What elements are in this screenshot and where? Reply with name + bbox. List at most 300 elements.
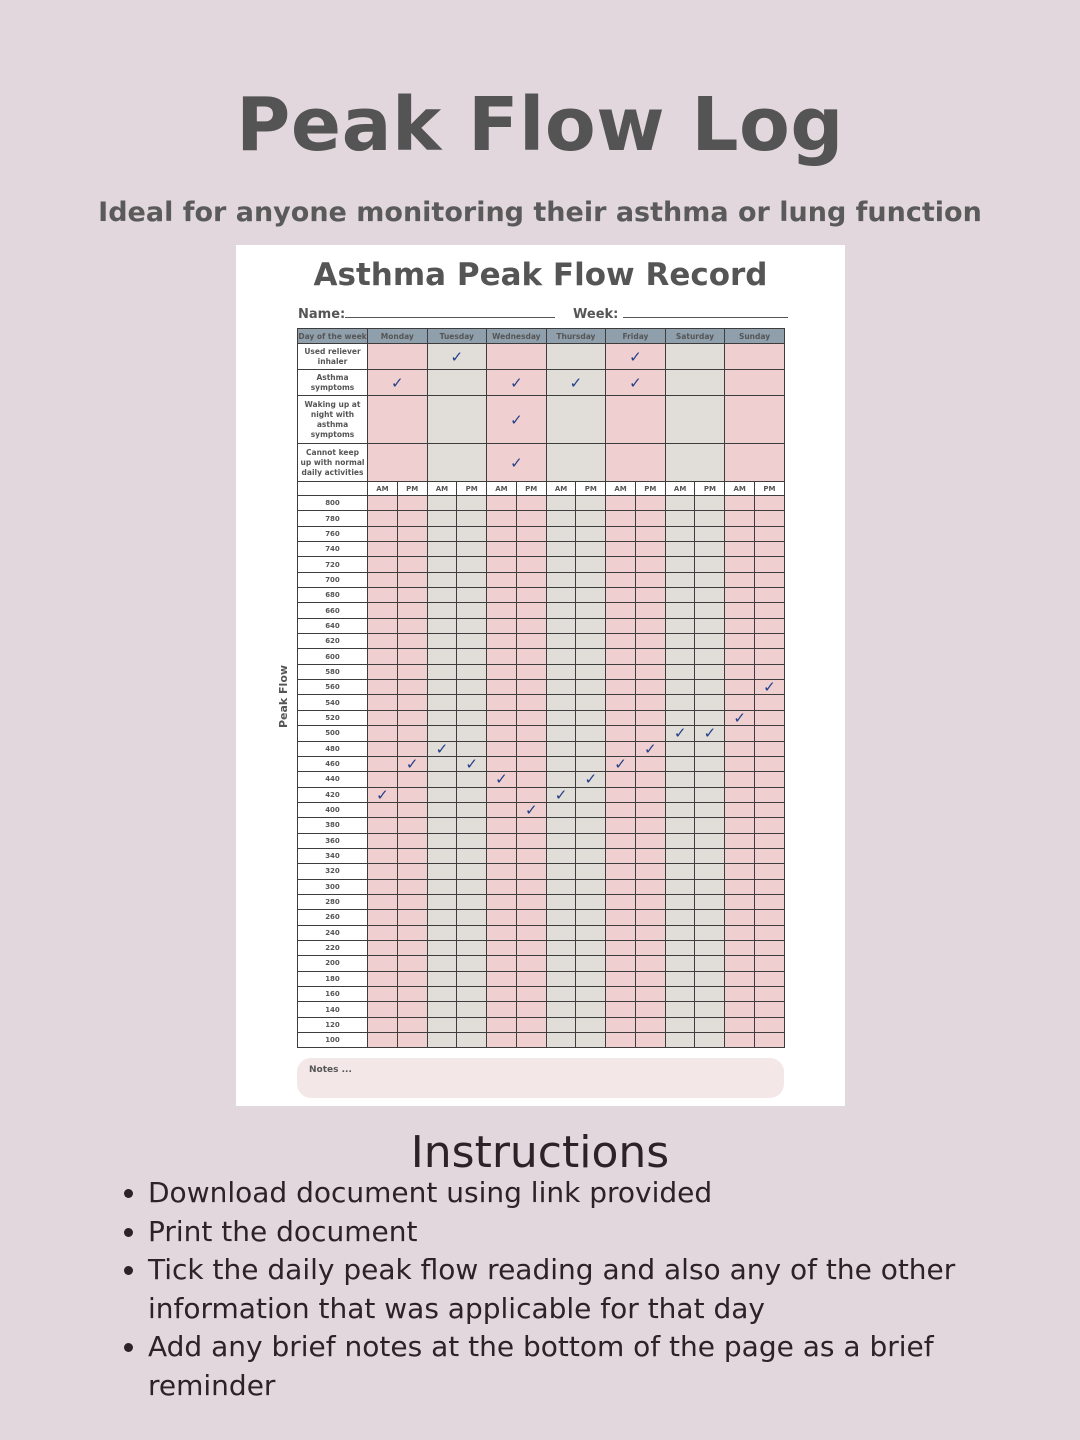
reading-cell[interactable] <box>635 864 665 879</box>
reading-cell[interactable] <box>397 634 427 649</box>
reading-cell[interactable] <box>368 956 398 971</box>
reading-cell[interactable] <box>397 940 427 955</box>
reading-cell[interactable] <box>427 695 457 710</box>
reading-cell[interactable] <box>487 680 517 695</box>
reading-cell[interactable] <box>725 1002 755 1017</box>
reading-cell[interactable] <box>457 772 487 787</box>
reading-cell[interactable] <box>487 741 517 756</box>
reading-cell[interactable] <box>695 1033 725 1048</box>
reading-cell[interactable] <box>516 741 546 756</box>
reading-cell[interactable] <box>576 925 606 940</box>
reading-cell[interactable] <box>606 649 636 664</box>
reading-cell[interactable] <box>516 894 546 909</box>
reading-cell[interactable] <box>487 618 517 633</box>
reading-cell[interactable] <box>516 987 546 1002</box>
reading-cell[interactable] <box>368 756 398 771</box>
reading-cell[interactable] <box>368 894 398 909</box>
reading-cell[interactable] <box>576 618 606 633</box>
reading-cell[interactable] <box>397 511 427 526</box>
reading-cell[interactable] <box>368 496 398 511</box>
reading-cell[interactable] <box>725 802 755 817</box>
reading-cell[interactable] <box>487 1017 517 1032</box>
reading-cell[interactable] <box>427 940 457 955</box>
reading-cell[interactable] <box>635 802 665 817</box>
reading-cell[interactable] <box>755 1033 785 1048</box>
reading-cell[interactable] <box>546 1017 576 1032</box>
reading-cell[interactable] <box>516 864 546 879</box>
reading-cell[interactable] <box>606 695 636 710</box>
reading-cell[interactable] <box>665 802 695 817</box>
reading-cell[interactable] <box>368 833 398 848</box>
reading-cell[interactable] <box>695 557 725 572</box>
reading-cell[interactable] <box>546 741 576 756</box>
reading-cell[interactable] <box>427 833 457 848</box>
reading-cell[interactable] <box>368 618 398 633</box>
reading-cell[interactable] <box>368 1002 398 1017</box>
reading-cell[interactable] <box>487 726 517 741</box>
reading-cell[interactable] <box>516 787 546 802</box>
reading-cell[interactable] <box>368 634 398 649</box>
reading-cell[interactable] <box>397 756 427 771</box>
reading-cell[interactable] <box>606 741 636 756</box>
reading-cell[interactable] <box>635 772 665 787</box>
reading-cell[interactable] <box>635 542 665 557</box>
reading-cell[interactable] <box>665 864 695 879</box>
reading-cell[interactable] <box>487 802 517 817</box>
reading-cell[interactable] <box>695 818 725 833</box>
reading-cell[interactable] <box>635 971 665 986</box>
reading-cell[interactable] <box>635 741 665 756</box>
reading-cell[interactable] <box>755 511 785 526</box>
reading-cell[interactable] <box>427 588 457 603</box>
reading-cell[interactable] <box>516 618 546 633</box>
reading-cell[interactable] <box>755 588 785 603</box>
reading-cell[interactable] <box>576 1002 606 1017</box>
reading-cell[interactable] <box>576 894 606 909</box>
reading-cell[interactable] <box>397 772 427 787</box>
reading-cell[interactable] <box>576 741 606 756</box>
reading-cell[interactable] <box>427 496 457 511</box>
reading-cell[interactable] <box>755 971 785 986</box>
reading-cell[interactable] <box>397 802 427 817</box>
reading-cell[interactable] <box>695 987 725 1002</box>
reading-cell[interactable] <box>546 940 576 955</box>
reading-cell[interactable] <box>635 634 665 649</box>
reading-cell[interactable] <box>397 710 427 725</box>
reading-cell[interactable] <box>665 772 695 787</box>
reading-cell[interactable] <box>725 818 755 833</box>
reading-cell[interactable] <box>487 756 517 771</box>
reading-cell[interactable] <box>427 987 457 1002</box>
reading-cell[interactable] <box>635 1002 665 1017</box>
reading-cell[interactable] <box>635 680 665 695</box>
reading-cell[interactable] <box>576 695 606 710</box>
reading-cell[interactable] <box>755 833 785 848</box>
reading-cell[interactable] <box>368 526 398 541</box>
reading-cell[interactable] <box>576 756 606 771</box>
reading-cell[interactable] <box>665 618 695 633</box>
reading-cell[interactable] <box>695 802 725 817</box>
category-cell[interactable] <box>368 444 428 482</box>
reading-cell[interactable] <box>516 526 546 541</box>
reading-cell[interactable] <box>457 511 487 526</box>
reading-cell[interactable] <box>546 557 576 572</box>
reading-cell[interactable] <box>665 910 695 925</box>
reading-cell[interactable] <box>755 864 785 879</box>
reading-cell[interactable] <box>457 802 487 817</box>
reading-cell[interactable] <box>546 894 576 909</box>
reading-cell[interactable] <box>755 603 785 618</box>
reading-cell[interactable] <box>397 894 427 909</box>
reading-cell[interactable] <box>487 496 517 511</box>
reading-cell[interactable] <box>546 925 576 940</box>
category-cell[interactable] <box>546 396 606 444</box>
reading-cell[interactable] <box>487 649 517 664</box>
reading-cell[interactable] <box>516 695 546 710</box>
reading-cell[interactable] <box>606 787 636 802</box>
reading-cell[interactable] <box>695 603 725 618</box>
reading-cell[interactable] <box>487 695 517 710</box>
reading-cell[interactable] <box>487 634 517 649</box>
reading-cell[interactable] <box>725 695 755 710</box>
reading-cell[interactable] <box>516 634 546 649</box>
reading-cell[interactable] <box>725 603 755 618</box>
reading-cell[interactable] <box>516 1017 546 1032</box>
reading-cell[interactable] <box>665 848 695 863</box>
reading-cell[interactable] <box>695 741 725 756</box>
reading-cell[interactable] <box>546 634 576 649</box>
reading-cell[interactable] <box>635 1017 665 1032</box>
reading-cell[interactable] <box>427 649 457 664</box>
reading-cell[interactable] <box>695 588 725 603</box>
reading-cell[interactable] <box>755 710 785 725</box>
reading-cell[interactable] <box>427 971 457 986</box>
reading-cell[interactable] <box>368 910 398 925</box>
reading-cell[interactable] <box>635 572 665 587</box>
reading-cell[interactable] <box>546 802 576 817</box>
reading-cell[interactable] <box>635 726 665 741</box>
reading-cell[interactable] <box>427 1017 457 1032</box>
reading-cell[interactable] <box>606 772 636 787</box>
reading-cell[interactable] <box>487 848 517 863</box>
reading-cell[interactable] <box>546 526 576 541</box>
reading-cell[interactable] <box>606 710 636 725</box>
reading-cell[interactable] <box>546 680 576 695</box>
reading-cell[interactable] <box>397 1033 427 1048</box>
reading-cell[interactable] <box>457 710 487 725</box>
reading-cell[interactable] <box>487 664 517 679</box>
reading-cell[interactable] <box>665 603 695 618</box>
reading-cell[interactable] <box>695 1017 725 1032</box>
reading-cell[interactable] <box>397 1017 427 1032</box>
reading-cell[interactable] <box>576 1033 606 1048</box>
reading-cell[interactable] <box>695 894 725 909</box>
reading-cell[interactable] <box>665 588 695 603</box>
reading-cell[interactable] <box>576 940 606 955</box>
reading-cell[interactable] <box>516 956 546 971</box>
reading-cell[interactable] <box>457 848 487 863</box>
reading-cell[interactable] <box>457 664 487 679</box>
reading-cell[interactable] <box>695 940 725 955</box>
reading-cell[interactable] <box>725 572 755 587</box>
reading-cell[interactable] <box>457 1017 487 1032</box>
reading-cell[interactable] <box>487 572 517 587</box>
reading-cell[interactable] <box>576 726 606 741</box>
reading-cell[interactable] <box>606 971 636 986</box>
reading-cell[interactable] <box>576 511 606 526</box>
reading-cell[interactable] <box>755 618 785 633</box>
reading-cell[interactable] <box>397 910 427 925</box>
reading-cell[interactable] <box>665 572 695 587</box>
reading-cell[interactable] <box>695 496 725 511</box>
reading-cell[interactable] <box>576 634 606 649</box>
reading-cell[interactable] <box>457 864 487 879</box>
reading-cell[interactable] <box>516 818 546 833</box>
reading-cell[interactable] <box>635 603 665 618</box>
reading-cell[interactable] <box>368 726 398 741</box>
reading-cell[interactable] <box>755 557 785 572</box>
reading-cell[interactable] <box>635 818 665 833</box>
reading-cell[interactable] <box>755 680 785 695</box>
reading-cell[interactable] <box>576 496 606 511</box>
reading-cell[interactable] <box>576 680 606 695</box>
reading-cell[interactable] <box>635 664 665 679</box>
reading-cell[interactable] <box>606 864 636 879</box>
reading-cell[interactable] <box>755 848 785 863</box>
reading-cell[interactable] <box>397 695 427 710</box>
reading-cell[interactable] <box>606 542 636 557</box>
reading-cell[interactable] <box>606 910 636 925</box>
reading-cell[interactable] <box>397 987 427 1002</box>
reading-cell[interactable] <box>755 741 785 756</box>
reading-cell[interactable] <box>368 1033 398 1048</box>
reading-cell[interactable] <box>606 664 636 679</box>
category-cell[interactable] <box>606 370 666 396</box>
reading-cell[interactable] <box>546 664 576 679</box>
reading-cell[interactable] <box>368 680 398 695</box>
reading-cell[interactable] <box>606 802 636 817</box>
reading-cell[interactable] <box>695 542 725 557</box>
reading-cell[interactable] <box>397 1002 427 1017</box>
reading-cell[interactable] <box>755 940 785 955</box>
reading-cell[interactable] <box>725 710 755 725</box>
reading-cell[interactable] <box>665 987 695 1002</box>
reading-cell[interactable] <box>576 971 606 986</box>
reading-cell[interactable] <box>368 741 398 756</box>
reading-cell[interactable] <box>546 833 576 848</box>
reading-cell[interactable] <box>427 603 457 618</box>
reading-cell[interactable] <box>665 695 695 710</box>
reading-cell[interactable] <box>695 572 725 587</box>
reading-cell[interactable] <box>516 802 546 817</box>
reading-cell[interactable] <box>635 787 665 802</box>
reading-cell[interactable] <box>755 664 785 679</box>
reading-cell[interactable] <box>665 664 695 679</box>
reading-cell[interactable] <box>546 603 576 618</box>
category-cell[interactable] <box>606 344 666 370</box>
reading-cell[interactable] <box>546 588 576 603</box>
reading-cell[interactable] <box>516 511 546 526</box>
reading-cell[interactable] <box>516 848 546 863</box>
reading-cell[interactable] <box>368 879 398 894</box>
reading-cell[interactable] <box>606 572 636 587</box>
reading-cell[interactable] <box>516 940 546 955</box>
reading-cell[interactable] <box>487 925 517 940</box>
reading-cell[interactable] <box>368 772 398 787</box>
category-cell[interactable] <box>665 370 725 396</box>
reading-cell[interactable] <box>576 557 606 572</box>
reading-cell[interactable] <box>665 526 695 541</box>
reading-cell[interactable] <box>695 710 725 725</box>
reading-cell[interactable] <box>695 879 725 894</box>
reading-cell[interactable] <box>695 526 725 541</box>
reading-cell[interactable] <box>457 925 487 940</box>
reading-cell[interactable] <box>427 864 457 879</box>
reading-cell[interactable] <box>725 971 755 986</box>
reading-cell[interactable] <box>397 588 427 603</box>
category-cell[interactable] <box>427 344 487 370</box>
reading-cell[interactable] <box>516 971 546 986</box>
reading-cell[interactable] <box>546 1033 576 1048</box>
reading-cell[interactable] <box>635 695 665 710</box>
category-cell[interactable] <box>665 396 725 444</box>
reading-cell[interactable] <box>606 557 636 572</box>
reading-cell[interactable] <box>516 557 546 572</box>
reading-cell[interactable] <box>457 940 487 955</box>
reading-cell[interactable] <box>665 542 695 557</box>
reading-cell[interactable] <box>397 848 427 863</box>
reading-cell[interactable] <box>695 772 725 787</box>
reading-cell[interactable] <box>397 818 427 833</box>
reading-cell[interactable] <box>725 741 755 756</box>
reading-cell[interactable] <box>516 572 546 587</box>
reading-cell[interactable] <box>427 664 457 679</box>
reading-cell[interactable] <box>487 1033 517 1048</box>
reading-cell[interactable] <box>457 1033 487 1048</box>
reading-cell[interactable] <box>695 511 725 526</box>
reading-cell[interactable] <box>576 818 606 833</box>
reading-cell[interactable] <box>725 987 755 1002</box>
reading-cell[interactable] <box>606 987 636 1002</box>
reading-cell[interactable] <box>516 542 546 557</box>
reading-cell[interactable] <box>725 910 755 925</box>
reading-cell[interactable] <box>755 787 785 802</box>
reading-cell[interactable] <box>546 1002 576 1017</box>
reading-cell[interactable] <box>427 618 457 633</box>
reading-cell[interactable] <box>725 496 755 511</box>
reading-cell[interactable] <box>695 864 725 879</box>
reading-cell[interactable] <box>457 726 487 741</box>
reading-cell[interactable] <box>635 618 665 633</box>
reading-cell[interactable] <box>427 526 457 541</box>
reading-cell[interactable] <box>635 925 665 940</box>
reading-cell[interactable] <box>695 634 725 649</box>
reading-cell[interactable] <box>725 925 755 940</box>
reading-cell[interactable] <box>368 802 398 817</box>
reading-cell[interactable] <box>457 572 487 587</box>
reading-cell[interactable] <box>368 588 398 603</box>
reading-cell[interactable] <box>665 1017 695 1032</box>
reading-cell[interactable] <box>755 756 785 771</box>
reading-cell[interactable] <box>635 879 665 894</box>
reading-cell[interactable] <box>695 848 725 863</box>
reading-cell[interactable] <box>397 864 427 879</box>
reading-cell[interactable] <box>457 695 487 710</box>
reading-cell[interactable] <box>725 940 755 955</box>
reading-cell[interactable] <box>725 848 755 863</box>
reading-cell[interactable] <box>725 833 755 848</box>
reading-cell[interactable] <box>665 756 695 771</box>
reading-cell[interactable] <box>368 542 398 557</box>
category-cell[interactable] <box>368 370 428 396</box>
reading-cell[interactable] <box>397 664 427 679</box>
reading-cell[interactable] <box>397 496 427 511</box>
reading-cell[interactable] <box>576 879 606 894</box>
reading-cell[interactable] <box>695 1002 725 1017</box>
reading-cell[interactable] <box>397 680 427 695</box>
reading-cell[interactable] <box>487 940 517 955</box>
reading-cell[interactable] <box>606 726 636 741</box>
reading-cell[interactable] <box>546 879 576 894</box>
reading-cell[interactable] <box>368 787 398 802</box>
reading-cell[interactable] <box>725 1017 755 1032</box>
reading-cell[interactable] <box>635 956 665 971</box>
reading-cell[interactable] <box>427 1033 457 1048</box>
reading-cell[interactable] <box>516 833 546 848</box>
reading-cell[interactable] <box>725 634 755 649</box>
reading-cell[interactable] <box>635 1033 665 1048</box>
reading-cell[interactable] <box>368 572 398 587</box>
reading-cell[interactable] <box>635 649 665 664</box>
reading-cell[interactable] <box>457 603 487 618</box>
reading-cell[interactable] <box>516 925 546 940</box>
reading-cell[interactable] <box>487 987 517 1002</box>
reading-cell[interactable] <box>368 864 398 879</box>
reading-cell[interactable] <box>368 695 398 710</box>
reading-cell[interactable] <box>457 818 487 833</box>
reading-cell[interactable] <box>546 910 576 925</box>
reading-cell[interactable] <box>576 588 606 603</box>
reading-cell[interactable] <box>546 695 576 710</box>
reading-cell[interactable] <box>516 664 546 679</box>
reading-cell[interactable] <box>576 710 606 725</box>
reading-cell[interactable] <box>546 818 576 833</box>
reading-cell[interactable] <box>397 879 427 894</box>
reading-cell[interactable] <box>606 634 636 649</box>
reading-cell[interactable] <box>755 526 785 541</box>
reading-cell[interactable] <box>576 1017 606 1032</box>
reading-cell[interactable] <box>606 818 636 833</box>
reading-cell[interactable] <box>487 772 517 787</box>
reading-cell[interactable] <box>635 987 665 1002</box>
reading-cell[interactable] <box>606 1033 636 1048</box>
reading-cell[interactable] <box>665 925 695 940</box>
reading-cell[interactable] <box>427 726 457 741</box>
reading-cell[interactable] <box>635 910 665 925</box>
reading-cell[interactable] <box>546 542 576 557</box>
category-cell[interactable] <box>487 344 547 370</box>
reading-cell[interactable] <box>516 680 546 695</box>
reading-cell[interactable] <box>695 756 725 771</box>
reading-cell[interactable] <box>427 818 457 833</box>
reading-cell[interactable] <box>368 818 398 833</box>
reading-cell[interactable] <box>487 787 517 802</box>
category-cell[interactable] <box>368 344 428 370</box>
reading-cell[interactable] <box>546 756 576 771</box>
reading-cell[interactable] <box>397 956 427 971</box>
reading-cell[interactable] <box>397 572 427 587</box>
reading-cell[interactable] <box>546 848 576 863</box>
